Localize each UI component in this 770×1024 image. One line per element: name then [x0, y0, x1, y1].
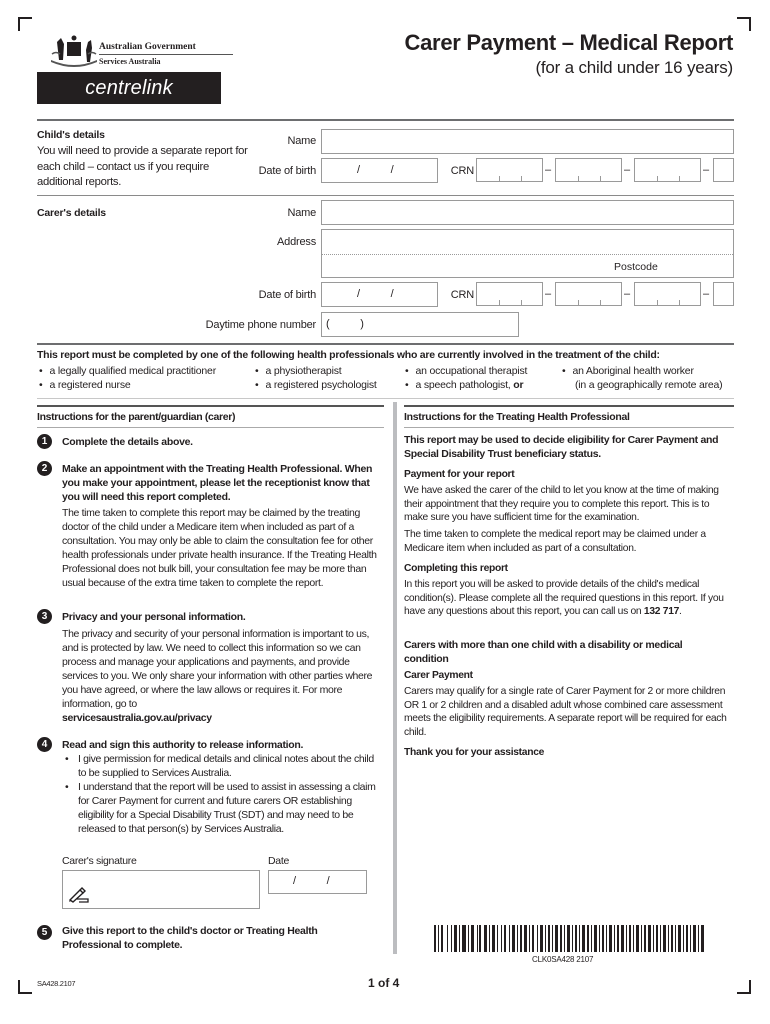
step-2-icon: 2 — [37, 461, 52, 476]
crn-segment-2[interactable] — [555, 158, 622, 182]
step-4-bullets — [62, 752, 382, 836]
step-3-icon: 3 — [37, 609, 52, 624]
professional-item-note: (in a geographically remote area) — [575, 379, 723, 391]
carer-details-title: Carer's details — [37, 207, 106, 219]
professional-item: • an Aboriginal health worker — [562, 365, 694, 377]
professional-item: • a legally qualified medical practitioner — [39, 365, 216, 377]
step-3-title: Privacy and your personal information. — [62, 611, 246, 623]
signature-input[interactable] — [62, 870, 260, 909]
thank-you: Thank you for your assistance — [404, 747, 545, 758]
page-number: 1 of 4 — [368, 976, 400, 990]
divider — [37, 405, 384, 407]
carer-crn-label: CRN — [450, 289, 474, 301]
child-details-title: Child's details — [37, 129, 105, 141]
step-2-title: Make an appointment with the Treating Health Professional. When you make your appointment, please let the receptionist know that you will need this report completed. — [62, 463, 373, 503]
divider — [37, 119, 734, 121]
barcode-icon — [434, 925, 704, 952]
address-line-divider — [322, 254, 733, 255]
carer-instructions-heading: Instructions for the parent/guardian (carer) — [37, 411, 236, 423]
step-5-icon: 5 — [37, 925, 52, 940]
crn-segment-1[interactable] — [476, 158, 543, 182]
form-code: SA428.2107 — [37, 979, 76, 988]
child-dob-label: Date of birth — [258, 165, 316, 177]
step-2-body: The time taken to complete this report may be claimed by the treating doctor of the child under a Medicare item when included as part of a consultation. You may only be able to claim the consultation fee for other health professionals under private health insurance. If the Treating Health Professional does not bulk bill, your consultation fee may be more than usual because of the extra time taken to complete the report. — [62, 507, 377, 589]
carer-dob-label: Date of birth — [258, 289, 316, 301]
postcode-label: Postcode — [614, 261, 658, 273]
completing-body: In this report you will be asked to provide details of the child's medical condition(s). Please complete all the required questions in this report. If you have any questions about this report, you can call us on 132 717. — [404, 579, 724, 617]
crn-segment-2[interactable] — [555, 282, 622, 306]
professional-item: • a physiotherapist — [255, 365, 341, 377]
divider — [404, 427, 734, 428]
professionals-heading: This report must be completed by one of the following health professionals who are currently involved in the treatment of the child: — [37, 349, 660, 361]
child-dob-input[interactable]: / / — [321, 158, 438, 183]
carer-payment-body: Carers may qualify for a single rate of Carer Payment for 2 or more children OR 1 or 2 children and a disabled adult whose combined care assessment meets the eligibility requirements. A separate report will be required for each child. — [404, 686, 727, 738]
carer-address-input[interactable] — [321, 229, 734, 278]
signature-date-input[interactable]: / / — [268, 870, 367, 894]
date-label: Date — [268, 855, 289, 867]
divider — [37, 195, 734, 196]
column-separator — [393, 402, 397, 954]
phone-label: Daytime phone number — [205, 319, 316, 331]
crn-segment-4[interactable] — [713, 158, 734, 182]
step-5-title: Give this report to the child's doctor or Treating Health Professional to complete. — [62, 925, 318, 951]
phone-input[interactable]: ( ) — [321, 312, 519, 337]
crn-segment-4[interactable] — [713, 282, 734, 306]
crop-mark-top-left — [18, 17, 32, 31]
payment-paragraph-1: We have asked the carer of the child to let you know at the time of making their appointment that they require you to complete this report. This is to make sure you have sufficient time for the examination. — [404, 485, 719, 523]
crop-mark-bottom-right — [737, 980, 751, 994]
child-name-input[interactable] — [321, 129, 734, 154]
crn-segment-3[interactable] — [634, 158, 701, 182]
crop-mark-top-right — [737, 17, 751, 31]
child-crn-label: CRN — [450, 165, 474, 177]
barcode-text: CLK0SA428 2107 — [532, 955, 594, 964]
authority-item: • I give permission for medical details and clinical notes about the child to be supplied to Services Australia. — [62, 752, 382, 780]
payment-paragraph-2: The time taken to complete the medical report may be claimed under a Medicare item when included as part of a consultation. — [404, 529, 706, 554]
step-1-title: Complete the details above. — [62, 436, 193, 448]
carer-payment-title: Carer Payment — [404, 670, 473, 681]
divider — [404, 405, 734, 407]
professional-item: • a speech pathologist, or — [405, 379, 523, 391]
child-details-note: You will need to provide a separate report for each child – contact us if you require additional reports. — [37, 145, 248, 188]
multi-child-title: Carers with more than one child with a disability or medical condition — [404, 639, 683, 665]
professional-intro: This report may be used to decide eligibility for Carer Payment and Special Disability Trust beneficiary status. — [404, 434, 719, 460]
child-name-label: Name — [287, 135, 316, 147]
payment-title: Payment for your report — [404, 469, 515, 480]
carer-address-label: Address — [277, 236, 316, 248]
agency-name: Services Australia — [99, 57, 161, 66]
privacy-link[interactable]: servicesaustralia.gov.au/privacy — [62, 712, 212, 724]
professional-item: • a registered psychologist — [255, 379, 377, 391]
step-4-title: Read and sign this authority to release information. — [62, 739, 304, 751]
centrelink-brand: centrelink — [37, 72, 221, 104]
coat-of-arms-icon — [49, 34, 99, 68]
signature-label: Carer's signature — [62, 855, 137, 867]
page-title: Carer Payment – Medical Report — [404, 30, 733, 55]
carer-name-input[interactable] — [321, 200, 734, 225]
crn-segment-1[interactable] — [476, 282, 543, 306]
page-subtitle: (for a child under 16 years) — [535, 58, 733, 77]
completing-title: Completing this report — [404, 563, 508, 574]
divider — [37, 398, 734, 399]
gov-name: Australian Government — [99, 42, 233, 55]
authority-item: • I understand that the report will be used to assist in assessing a claim for Carer Payment for current and future carers OR establishing eligibility for a Special Disability Trust (SDT) and may need to be released to that person(s) by Services Australia. — [62, 780, 382, 836]
divider — [37, 343, 734, 345]
step-1-icon: 1 — [37, 434, 52, 449]
step-3-body: The privacy and security of your personal information is important to us, and is protected by law. We need to collect this information so we can process and manage your applications and payments, and provide services to you. We only share your information with other parties where you have agreed, or where the law allows or requires it. For more information, go to servicesaustralia.gov.au/privacy — [62, 627, 382, 725]
carer-dob-input[interactable]: / / — [321, 282, 438, 307]
contact-phone: 132 717 — [643, 606, 680, 617]
pen-hand-icon — [68, 885, 92, 903]
divider — [37, 427, 384, 428]
professional-item: • an occupational therapist — [405, 365, 527, 377]
crop-mark-bottom-left — [18, 980, 32, 994]
step-4-icon: 4 — [37, 737, 52, 752]
crn-segment-3[interactable] — [634, 282, 701, 306]
professional-item: • a registered nurse — [39, 379, 131, 391]
carer-name-label: Name — [287, 207, 316, 219]
professional-instructions-heading: Instructions for the Treating Health Professional — [404, 411, 630, 423]
